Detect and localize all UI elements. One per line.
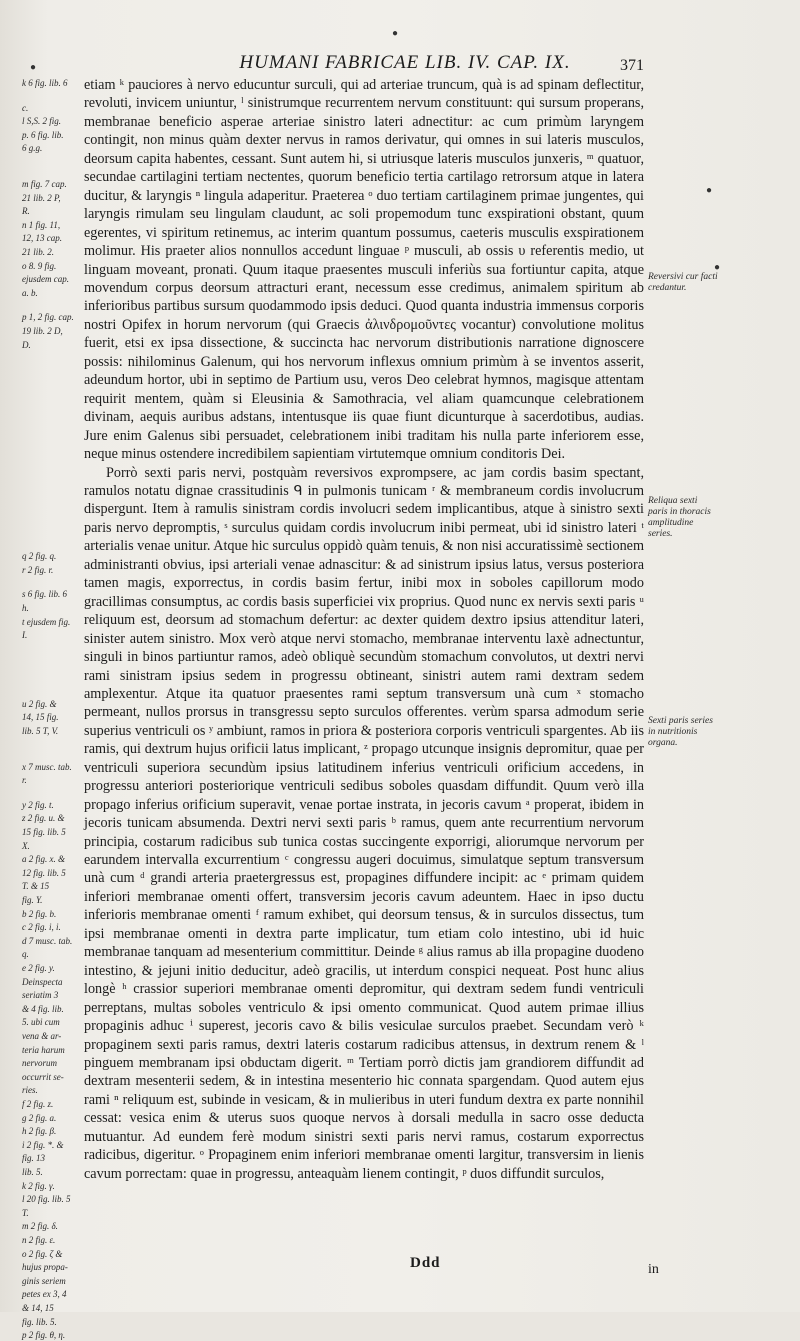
left-margin-note: 12, 13 cap. — [22, 233, 62, 244]
left-margin-note: z 2 fig. u. & — [22, 813, 65, 824]
left-margin-note: hujus propa- — [22, 1262, 68, 1273]
left-margin-note: ries. — [22, 1085, 38, 1096]
left-margin-note: r. — [22, 775, 27, 786]
left-margin-note: teria harum — [22, 1044, 65, 1055]
left-margin-note: u 2 fig. & — [22, 698, 57, 709]
left-margin-note: m fig. 7 cap. — [22, 179, 67, 189]
left-margin-note: fig. Y. — [22, 895, 43, 905]
left-margin-note: q. — [22, 949, 29, 960]
left-margin-note: occurrit se- — [22, 1071, 64, 1082]
left-margin-note: a. b. — [22, 287, 38, 298]
left-margin-note: T. & 15 — [22, 881, 50, 892]
left-margin-note: 5. ubi cum — [22, 1017, 60, 1028]
left-margin-note: q 2 fig. q. — [22, 551, 57, 562]
left-margin-note: I. — [22, 630, 28, 641]
left-margin-note: a 2 fig. x. & — [22, 854, 65, 865]
left-margin-note: d 7 musc. tab. — [22, 935, 73, 946]
left-margin-note: 21 lib. 2 P, — [22, 192, 61, 203]
left-margin-note: g 2 fig. a. — [22, 1112, 57, 1123]
left-margin-note: b 2 fig. b. — [22, 908, 57, 919]
left-margin-note: l 20 fig. lib. 5 — [22, 1194, 71, 1205]
left-margin-note: 6 g.g. — [22, 143, 43, 154]
left-margin-note: D. — [22, 339, 31, 350]
right-margin-note-3: Sexti paris series in nutritionis organa. — [648, 716, 713, 748]
left-margin-note: 21 lib. 2. — [22, 247, 55, 257]
left-margin-note: nervorum — [22, 1058, 57, 1069]
left-margin-note: 14, 15 fig. — [22, 712, 59, 723]
left-margin-note: y 2 fig. t. — [22, 799, 54, 810]
left-margin-note: p 1, 2 fig. cap. — [22, 312, 74, 323]
left-margin-note: Deinspecta — [22, 976, 63, 987]
left-margin-note: f 2 fig. z. — [22, 1099, 54, 1109]
ornament-dot-left: ● — [30, 62, 37, 73]
left-margin-note: petes ex 3, 4 — [22, 1289, 67, 1300]
left-margin-note: T. — [22, 1207, 29, 1218]
left-margin-note: m 2 fig. δ. — [22, 1221, 58, 1232]
ornament-dot-right-2: ● — [714, 262, 721, 273]
left-margin-note: vena & ar- — [22, 1031, 62, 1041]
left-margin-note: i 2 fig. *. & — [22, 1139, 64, 1150]
left-margin-note: h. — [22, 603, 29, 613]
left-margin-note: r 2 fig. r. — [22, 564, 54, 575]
right-margin-note-1: Reversivi cur facti credantur. — [648, 272, 718, 293]
left-margin-note: p. 6 fig. lib. — [22, 129, 64, 140]
left-margin-note: n 1 fig. 11, — [22, 219, 61, 230]
left-margin-note: p 2 fig. θ, η. — [22, 1330, 66, 1341]
page-number: 371 — [620, 57, 644, 74]
main-text — [84, 76, 644, 1183]
ornament-dot-top: ● — [392, 28, 399, 39]
left-margin-note: n 2 fig. ε. — [22, 1235, 56, 1245]
left-margin-note: k 6 fig. lib. 6 — [22, 78, 68, 88]
left-margin-note: o 8. 9 fig. — [22, 260, 57, 271]
left-margin-note: o 2 fig. ζ & — [22, 1248, 63, 1259]
left-margin-note: R. — [22, 206, 30, 217]
left-margin-note: 15 fig. lib. 5 — [22, 827, 66, 837]
left-margin-note: c. — [22, 102, 29, 113]
left-margin-note: c 2 fig. i, i. — [22, 922, 61, 933]
catchword: in — [648, 1262, 659, 1277]
left-margin-note: s 6 fig. lib. 6 — [22, 589, 68, 600]
left-margin-note: x 7 musc. tab. — [22, 761, 72, 772]
right-margin-note-2: Reliqua sexti paris in thoracis amplitudine series. — [648, 496, 711, 539]
paragraph-1: etiam ᵏ pauciores à nervo educuntur surculi, qui ad arteriae truncum, quà is ad spinam deflectitur, revoluti, invicem uniuntur, ˡ sinistrumque recurrentem nervum constituunt: qui sursum properans, membranae beneficio asperae arteriae sinistro lateri adnectitur: ac cum primùm laryngem contingit, non minus quàm dexter nervus in ramos derivatur, qui omnes in sui lateris musculos, deorsum capita habentes, cessant. Sunt autem hi, si utriusque lateris musculos junxeris, ᵐ quatuor, secundae cartilagini tertiam nectentes, quorum beneficio tertia cartilago retrorsum atque in latera ducitur, & laryngis ⁿ lingula adaperitur. Praeterea ᵒ duo tertiam cartilaginem primae jungentes, qui laryngis rimulam seu lingulam claudunt, ac soli propemodum tunc exspirationi obstant, quum egerentes, vi spiritum retinemus, ac interim quantum possumus, caeteris musculis exspirationem molimur. His praeter alios nonnullos accedunt linguae ᵖ musculi, ab ossis υ referentis medio, ut linguam moveant, pronati. Quum itaque praesentes musculi inferiùs sua fortiuntur capita, atque movendum corpus deorsum attracturi erant, necessum esse credimus, animalem spiritum ab inferioribus partibus sursum quodammodo ipsis deduci. Quod quanta industria immensus corporis nostri Opifex in horum nervorum (qui Graecis ἀλινδρομοῦντες vocantur) convolutione molitus fuerit, etsi ex ipsa dissectione, & succincta hac nervorum distributionis narratione dignoscere possis: nihilominus Galenum, qui hos nervorum inflexus omnium primùm à se inventos asserit, adeundum hortor, ubi in septimo de Partium usu, veros Deo celebrat hymnos, magisque attentam requirit mentem, quàm si Eleusinia & Samothracia, vel aliam quamcunque celebrationem divinam, aequis auribus adstans, intentusque iis quae fiunt dicunturque à sacerdotibus, audias. Jure enim Galenus sibi persuadet, celebrationem inibi traditam his nulla parte inferiorem esse, neque minus ostendere incredibilem sapientiam virtutemque omnium conditoris Dei. — [84, 77, 644, 463]
left-margin-note: h 2 fig. β. — [22, 1126, 57, 1137]
left-margin-note: ejusdem cap. — [22, 274, 69, 285]
left-margin-note: l S,S. 2 fig. — [22, 116, 62, 127]
signature-mark: Ddd — [410, 1255, 441, 1271]
left-margin-note: & 4 fig. lib. — [22, 1003, 64, 1014]
paragraph-2: Porrò sexti paris nervi, postquàm reversivos exprompsere, ac jam cordis basim spectant, ramulos notatu dignae crassitudinis ᑫ in pulmonis tunicam ʳ & membraneum cordis involucrum dispergunt. Item à ramulis sinistram cordis involucri sedem implicantibus, atque à sinistro sexti paris nervo depromptis, ˢ surculus quidam cordis involucrum inibi permeat, ubi id sinistro lateri ᵗ arterialis venae unitur. Atque hic surculus oppidò quàm tenuis, & non nisi accuratissimè sectionem administranti obvius, ipsi arteriali venae adnascitur: & ad sinistrum ipsius latus, versus posteriora tamen magis, exporrectus, in cordis basim fertur, inibi mox in soboles capillorum modo gracillimas consumptus, ac cordis basis superficiei vix proprius. Quod nunc ex nervis sexti paris ᵘ reliquum est, deorsum ad stomachum defertur: ac dexter quidem dextro ipsius attenditur lateri, sinister autem sinistro. Mox verò atque nervi stomacho, membranae interventu laxè adnectuntur, singuli in binos partiuntur ramos, adeò obliquè secundùm stomachum convolutos, ut dextri nervi rami sinistram ipsius sedem in progressu obtineant, sinistri autem rami dextram sedem amplexentur. Atque ita quatuor praesentes rami septum transversum unà cum ˣ stomacho permeant, nullos prorsus in transgressu septo surculos offerentes. verùm sparsa admodum serie superius ventriculi os ʸ ambiunt, ramos in priora & posteriora corporis ventriculi spargentes. Ab iis ramis, qui dextrum hujus orificii latus implicant, ᶻ propago utcunque insignis depromitur, quae per ventriculi superiora secundùm ipsius latitudinem inferius ventriculi orificium accedens, in progressu anteriori posteriorique ventriculi sedibus soboles quasdam diffundit. Quum verò illa propago inferius orificium superavit, venae portae instrata, in jecoris cavum ᵃ properat, ibidem in jecoris tunicam absumenda. Dextri nervi sexti paris ᵇ ramus, quem ante recurrentium nervorum principia, costarum radicibus sub tunica costas succingente exporrigi, aliorumque nervorum per earundem intervalla excurrentium ᶜ congressu augeri docuimus, simulatque septum transversum unà cum ᵈ grandi arteria praetergressus est, propagines diffundere incipit: ac ᵉ primam quidem inferiori membranae omenti offert, transversim jecoris cavum adeuntem. Haec in ipso ductu inferioris membranae omenti ᶠ ramum exhibet, qui deorsum tensus, & in surculos dissectus, tum ipsi membranae omenti in dextra parte implicatur, tum etiam colo intestino, ubi id huic membranae tanquam ad mesenterium committitur. Deinde ᵍ alius ramus ab illa propagine duodeno intestino, & jejuni initio deducitur, adeò gracilis, ut interdum conspici nequeat. Post hunc alius longè ʰ crassior superiori membranae omenti depromitur, qui dextram sedem fundi ventriculi perreptans, multas soboles ventriculo & ipsi omento communicat. Quod autem primae illius propaginis adhuc ⁱ superest, jecoris cavo & bilis vesiculae surculos praebet. Secundam verò ᵏ propaginem sexti paris ramus, dextri lateris costarum radicibus attensus, in dextrum renem & ˡ pinguem membranam ipsi obductam digerit. ᵐ Tertiam porrò dictis jam grandiorem diffundit ad dextram mesenterii sedem, & in intestina mesenterio hic connata spargendam. Quod autem ejus rami ⁿ reliquum est, subinde in vesicam, & in mulieribus in uteri fundum dextra ex parte nonnihil cessat: vesica enim & uterus suos quoque nervos à dorsali medulla in sacro osse deducta mutuantur. Ad eundem ferè modum sinistri sexti paris nervi ramus, costarum exporrectus radicibus, digeritur. ᵒ Propaginem enim inferiori membranae omenti largitur, transversim in lienis cavum porrectam: quae in progressu, anteaquàm lienem contingit, ᵖ duos diffundit surculos, — [84, 464, 644, 1182]
ornament-dot-right: ● — [706, 185, 713, 196]
left-margin-note: lib. 5. — [22, 1167, 43, 1177]
left-margin-note: t ejusdem fig. — [22, 616, 71, 627]
left-margin-note: & 14, 15 — [22, 1303, 54, 1313]
left-margin-note: e 2 fig. y. — [22, 963, 55, 973]
left-margin-note: fig. lib. 5. — [22, 1316, 57, 1327]
left-margin-note: lib. 5 T, V. — [22, 726, 59, 736]
left-margin-note: ginis seriem — [22, 1275, 66, 1286]
running-title: HUMANI FABRICAE LIB. IV. CAP. IX. — [239, 52, 571, 73]
left-margin-note: 19 lib. 2 D, — [22, 326, 63, 336]
left-margin-note: X. — [22, 840, 30, 851]
left-margin-note: k 2 fig. γ. — [22, 1180, 55, 1191]
left-margin-note: fig. 13 — [22, 1153, 46, 1164]
left-margin-note: seriatim 3 — [22, 990, 59, 1001]
left-margin-note: 12 fig. lib. 5 — [22, 867, 66, 878]
